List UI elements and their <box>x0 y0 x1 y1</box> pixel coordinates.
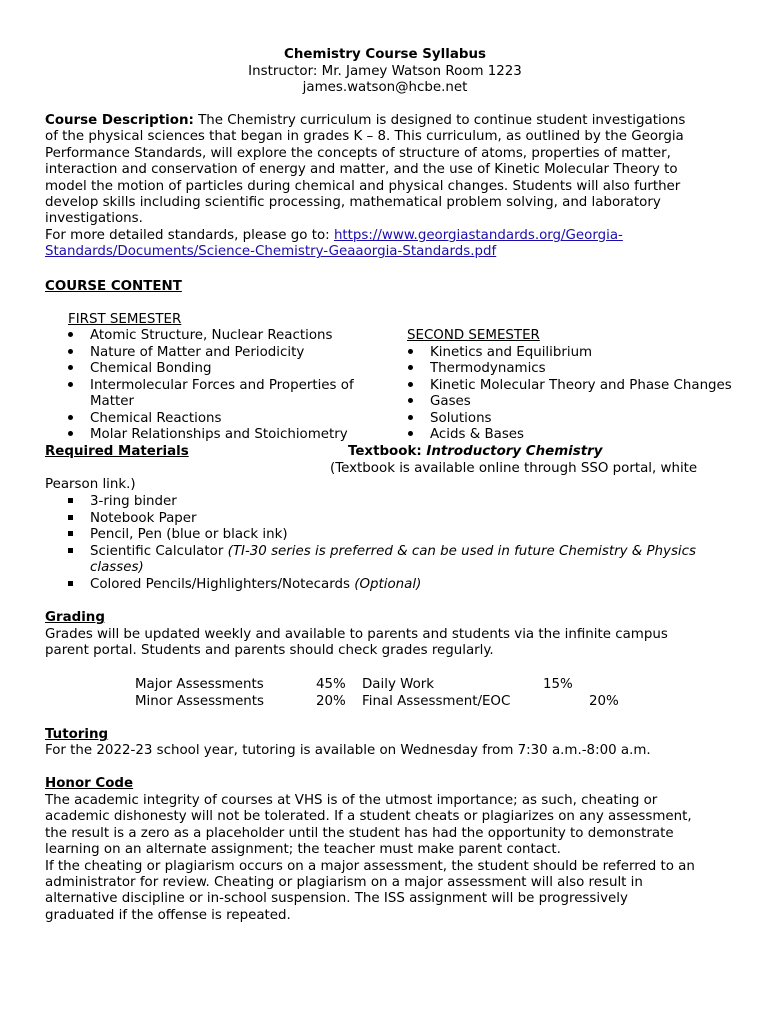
textbook-note-cont: Pearson link.) <box>45 477 136 492</box>
bullet-icon <box>400 378 420 394</box>
grade-weight: 20% <box>589 694 619 709</box>
instructor-email: james.watson@hcbe.net <box>302 80 468 95</box>
list-item: Acids & Bases <box>430 427 525 442</box>
instructor-line: Instructor: Mr. Jamey Watson Room 1223 <box>248 64 522 79</box>
square-bullet-icon <box>60 544 80 560</box>
honor-code-heading: Honor Code <box>45 776 134 791</box>
square-bullet-icon <box>60 527 80 543</box>
textbook-line: Textbook: Introductory Chemistry <box>348 444 603 459</box>
grade-weight: 45% <box>316 677 346 692</box>
bullet-icon <box>400 394 420 410</box>
required-materials-heading: Required Materials <box>45 444 189 459</box>
list-item: Colored Pencils/Highlighters/Notecards (Optional) <box>90 577 422 592</box>
list-item: Kinetic Molecular Theory and Phase Changes <box>430 378 732 393</box>
list-item: Chemical Bonding <box>90 361 212 376</box>
first-semester-label: FIRST SEMESTER <box>68 312 182 327</box>
list-item: Pencil, Pen (blue or black ink) <box>90 527 288 542</box>
square-bullet-icon <box>60 511 80 527</box>
list-item: Solutions <box>430 411 492 426</box>
tutoring-heading: Tutoring <box>45 727 109 742</box>
bullet-icon <box>60 361 80 377</box>
list-item: Notebook Paper <box>90 511 197 526</box>
square-bullet-icon <box>60 577 80 593</box>
textbook-title: Introductory Chemistry <box>426 444 603 459</box>
description-heading: Course Description: <box>45 113 194 128</box>
grade-weight: 15% <box>543 677 573 692</box>
bullet-icon <box>400 427 420 443</box>
list-item: Chemical Reactions <box>90 411 222 426</box>
honor-code-text: The academic integrity of courses at VHS is of the utmost importance; as such, cheating or academic dishonesty will not be tolerated. If a student cheats or plagiarizes on any assessment, the result is a zero as a placeholder until the student has had the opportunity to demonstrate learning on an alternate assignment; the teacher must make parent contact. If the cheating or plagiarism occurs on a major assessment, the student should be referred to an administrator for review. Cheating or plagiarism on a major assessment will also result in alternative discipline or in-school suspension. The ISS assignment will be progressively graduated if the offense is repeated. <box>45 793 695 923</box>
second-semester-label: SECOND SEMESTER <box>407 328 540 343</box>
bullet-icon <box>60 345 80 361</box>
list-item-continuation: Matter <box>90 394 135 409</box>
bullet-icon <box>400 345 420 361</box>
bullet-icon <box>60 411 80 427</box>
bullet-icon <box>60 427 80 443</box>
grade-category: Final Assessment/EOC <box>362 694 511 709</box>
list-item: Scientific Calculator (TI-30 series is preferred & can be used in future Chemistry & Physics <box>90 544 696 559</box>
list-item: Atomic Structure, Nuclear Reactions <box>90 328 333 343</box>
standards-link-cont[interactable]: Standards/Documents/Science-Chemistry-Geaaorgia-Standards.pdf <box>45 244 497 260</box>
grade-category: Minor Assessments <box>135 694 265 709</box>
grading-text-cont: parent portal. Students and parents should check grades regularly. <box>45 643 494 658</box>
grade-category: Major Assessments <box>135 677 264 692</box>
list-item: Molar Relationships and Stoichiometry <box>90 427 348 442</box>
grade-category: Daily Work <box>362 677 435 692</box>
bullet-icon <box>60 378 80 394</box>
page-title: Chemistry Course Syllabus <box>284 47 486 62</box>
textbook-note: (Textbook is available online through SSO portal, white <box>330 461 698 476</box>
course-description: Course Description: The Chemistry curriculum is designed to continue student investigations of the physical sciences that began in grades K – 8. This curriculum, as outlined by the Georgia Performance Standards, will explore the concepts of structure of atoms, properties of matter, interaction and conservation of energy and matter, and the use of Kinetic Molecular Theory to model the motion of particles during chemical and physical changes. Students will also further develop skills including scientific processing, mathematical problem solving, and laboratory investigations. For more detailed standards, please go to: https://www.georgiastandards.org/Georgia- Standards/Documents/Science-Chemistry-Geaaorgia-Standards.pdf <box>45 113 686 260</box>
bullet-icon <box>400 411 420 427</box>
grading-heading: Grading <box>45 610 105 625</box>
list-item: Intermolecular Forces and Properties of <box>90 378 354 393</box>
course-content-heading: COURSE CONTENT <box>45 279 182 294</box>
tutoring-text: For the 2022-23 school year, tutoring is available on Wednesday from 7:30 a.m.-8:00 a.m. <box>45 743 651 758</box>
list-item: Kinetics and Equilibrium <box>430 345 593 360</box>
list-item-continuation: classes) <box>90 560 144 575</box>
list-item: Thermodynamics <box>430 361 546 376</box>
grading-text: Grades will be updated weekly and available to parents and students via the infinite campus <box>45 627 668 642</box>
grade-weight: 20% <box>316 694 346 709</box>
list-item: Gases <box>430 394 471 409</box>
bullet-icon <box>400 361 420 377</box>
list-item: 3-ring binder <box>90 494 177 509</box>
list-item: Nature of Matter and Periodicity <box>90 345 305 360</box>
standards-link[interactable]: https://www.georgiastandards.org/Georgia- <box>333 227 623 243</box>
square-bullet-icon <box>60 494 80 510</box>
bullet-icon <box>60 328 80 344</box>
